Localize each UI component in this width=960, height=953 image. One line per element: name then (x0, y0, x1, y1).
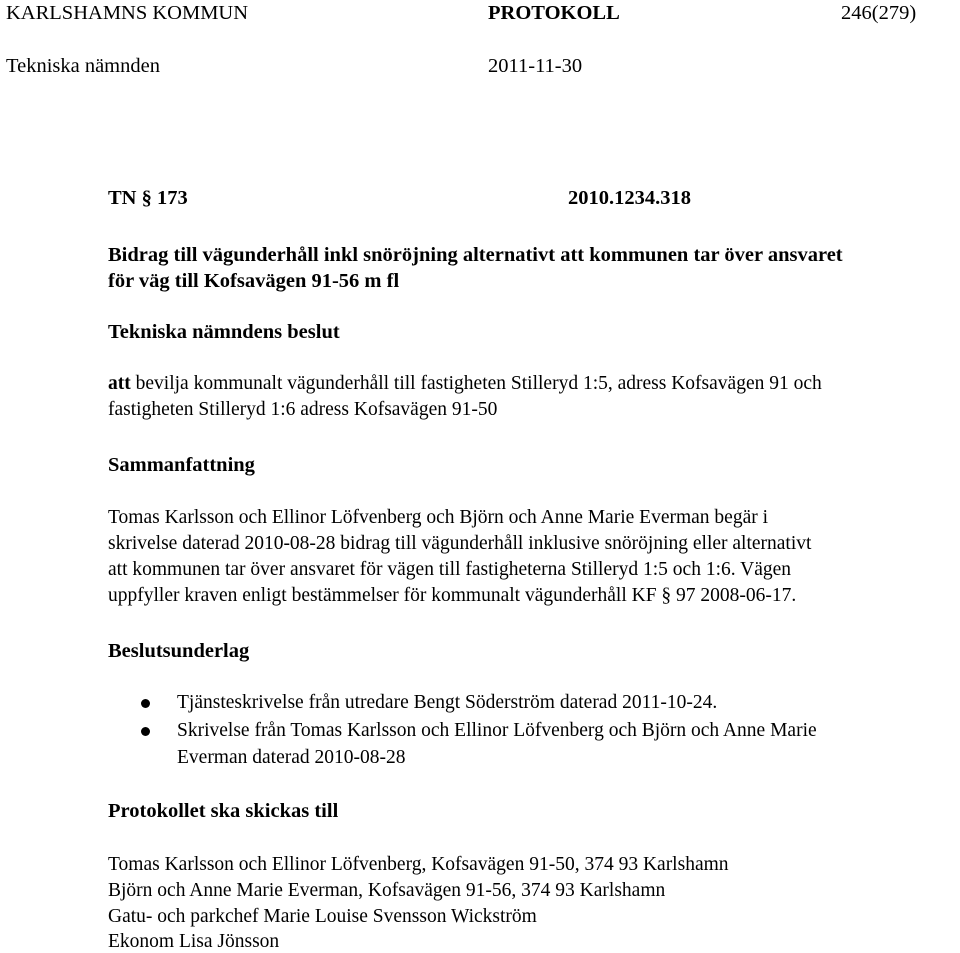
summary-line-1: Tomas Karlsson och Ellinor Löfvenberg och Björn och Anne Marie Everman begär i (108, 507, 769, 528)
recipient-line-2: Björn och Anne Marie Everman, Kofsavägen 91-56, 374 93 Karlshamn (108, 880, 666, 901)
case-title-line-2: för väg till Kofsavägen 91-56 m fl (108, 270, 400, 292)
decision-text-line-2: fastigheten Stilleryd 1:6 adress Kofsavägen 91-50 (108, 399, 498, 420)
meeting-date: 2011-11-30 (488, 55, 583, 77)
basis-item-1: Tjänsteskrivelse från utredare Bengt Söderström daterad 2011-10-24. (177, 692, 718, 713)
decision-line-1-text: bevilja kommunalt vägunderhåll till fastigheten Stilleryd 1:5, adress Kofsavägen 91 och (130, 373, 822, 394)
basis-heading: Beslutsunderlag (108, 640, 250, 662)
recipient-line-4: Ekonom Lisa Jönsson (108, 931, 280, 952)
paragraph-number: TN § 173 (108, 187, 188, 209)
decision-text-line-1 (108, 374, 822, 394)
summary-line-2: skrivelse daterad 2010-08-28 bidrag till vägunderhåll inklusive snöröjning eller alternativt (108, 533, 812, 554)
summary-heading: Sammanfattning (108, 454, 255, 476)
basis-item-2-line-2: Everman daterad 2010-08-28 (177, 747, 406, 768)
summary-line-4: uppfyller kraven enligt bestämmelser för kommunalt vägunderhåll KF § 97 2008-06-17. (108, 585, 797, 606)
case-title-line-1: Bidrag till vägunderhåll inkl snöröjning alternativt att kommunen tar över ansvaret (108, 244, 843, 266)
bullet-icon (141, 727, 150, 736)
basis-item-2-line-1: Skrivelse från Tomas Karlsson och Ellinor Löfvenberg och Björn och Anne Marie (177, 720, 817, 741)
committee-name: Tekniska nämnden (6, 55, 160, 77)
page-number: 246(279) (841, 2, 917, 24)
bullet-icon (141, 699, 150, 708)
diary-number: 2010.1234.318 (568, 187, 691, 209)
document-type: PROTOKOLL (488, 2, 620, 24)
org-name: KARLSHAMNS KOMMUN (6, 2, 249, 24)
summary-line-3: att kommunen tar över ansvaret för vägen till fastigheterna Stilleryd 1:5 och 1:6. Vägen (108, 559, 792, 580)
recipient-line-1: Tomas Karlsson och Ellinor Löfvenberg, Kofsavägen 91-50, 374 93 Karlshamn (108, 854, 729, 875)
distribution-heading: Protokollet ska skickas till (108, 800, 339, 822)
decision-lead-word: att (108, 373, 131, 394)
decision-heading: Tekniska nämndens beslut (108, 321, 340, 343)
recipient-line-3: Gatu- och parkchef Marie Louise Svensson Wickström (108, 906, 537, 927)
